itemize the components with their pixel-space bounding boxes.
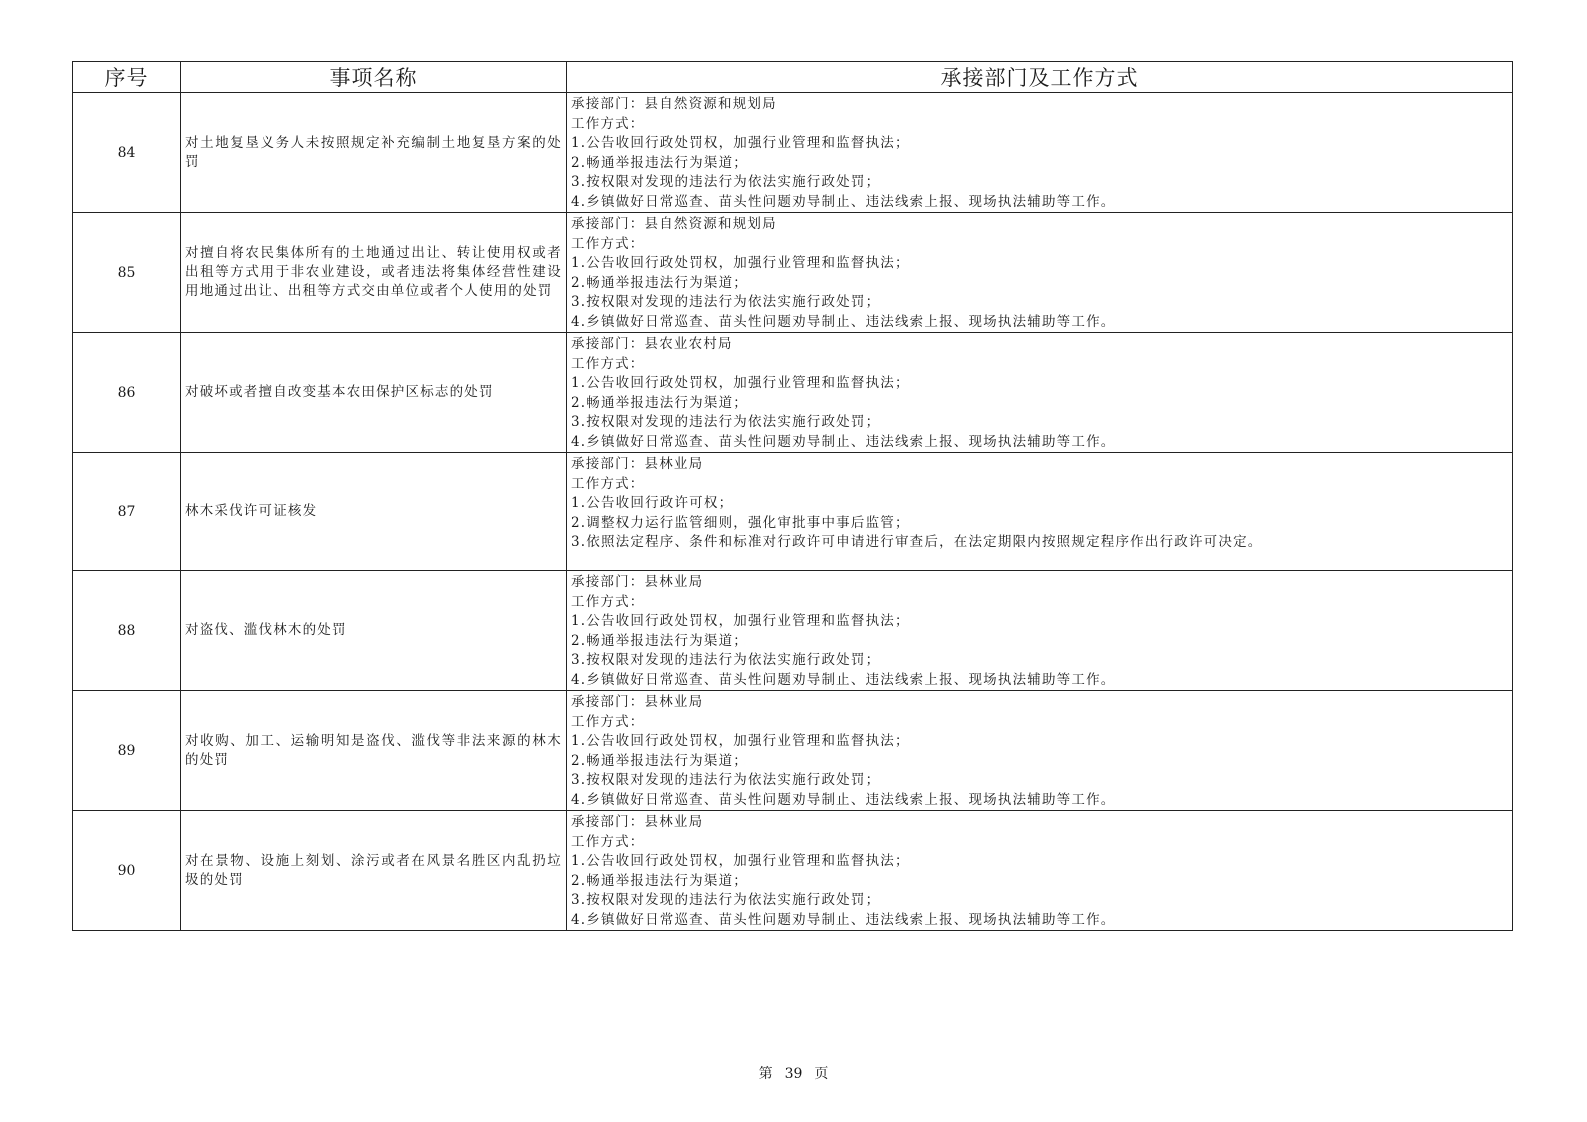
table-row [73, 453, 1513, 571]
table-row [73, 571, 1513, 691]
dept-method-line: 承接部门：县林业局 [571, 456, 704, 472]
dept-method-line: 1.公告收回行政处罚权，加强行业管理和监督执法； [571, 375, 910, 391]
table-row [73, 213, 1513, 333]
dept-method-line: 3.依照法定程序、条件和标准对行政许可申请进行审查后，在法定期限内按照规定程序作出行政许可决定。 [571, 534, 1263, 550]
dept-method-line: 2.畅通举报违法行为渠道； [571, 872, 748, 889]
dept-method-line: 3.按权限对发现的违法行为依法实施行政处罚； [571, 414, 881, 430]
table-row [73, 691, 1513, 811]
dept-method-line: 2.畅通举报违法行为渠道； [571, 394, 748, 411]
dept-method-line: 工作方式： [571, 713, 645, 730]
row-dept-method [567, 691, 1513, 811]
row-seq: 88 [73, 571, 181, 691]
dept-method-line: 1.公告收回行政处罚权，加强行业管理和监督执法； [571, 733, 910, 749]
dept-method-line: 1.公告收回行政处罚权，加强行业管理和监督执法； [571, 613, 910, 629]
dept-method-line: 1.公告收回行政处罚权，加强行业管理和监督执法； [571, 255, 910, 271]
dept-method-line: 1.公告收回行政许可权； [571, 495, 734, 511]
row-dept-method [567, 213, 1513, 333]
row-dept-method [567, 93, 1513, 213]
dept-method-line: 承接部门：县林业局 [571, 814, 704, 830]
header-seq: 序号 [73, 62, 181, 93]
dept-method-line: 4.乡镇做好日常巡查、苗头性问题劝导制止、违法线索上报、现场执法辅助等工作。 [571, 671, 1116, 688]
dept-method-line: 工作方式： [571, 475, 645, 492]
dept-method-line: 工作方式： [571, 593, 645, 610]
dept-method-line: 1.公告收回行政处罚权，加强行业管理和监督执法； [571, 853, 910, 869]
row-seq: 84 [73, 93, 181, 213]
header-dept: 承接部门及工作方式 [567, 62, 1513, 93]
dept-method-line: 承接部门：县林业局 [571, 574, 704, 590]
table-row [73, 93, 1513, 213]
row-seq: 87 [73, 453, 181, 571]
dept-method-line: 2.畅通举报违法行为渠道； [571, 274, 748, 291]
row-matter-name: 对收购、加工、运输明知是盗伐、滥伐等非法来源的林木的处罚 [181, 691, 567, 811]
dept-method-line: 承接部门：县自然资源和规划局 [571, 216, 777, 232]
footer-suffix: 页 [814, 1066, 829, 1082]
dept-method-line: 工作方式： [571, 355, 645, 372]
row-matter-name: 对土地复垦义务人未按照规定补充编制土地复垦方案的处罚 [181, 93, 567, 213]
dept-method-line: 2.畅通举报违法行为渠道； [571, 154, 748, 171]
dept-method-line: 承接部门：县林业局 [571, 694, 704, 710]
row-matter-name: 对盗伐、滥伐林木的处罚 [181, 571, 567, 691]
row-seq: 90 [73, 811, 181, 931]
row-dept-method [567, 453, 1513, 571]
dept-method-line: 2.畅通举报违法行为渠道； [571, 632, 748, 649]
row-matter-name: 对擅自将农民集体所有的土地通过出让、转让使用权或者出租等方式用于非农业建设，或者违法将集体经营性建设用地通过出让、出租等方式交由单位或者个人使用的处罚 [181, 213, 567, 333]
dept-method-line: 承接部门：县自然资源和规划局 [571, 96, 777, 112]
dept-method-line: 3.按权限对发现的违法行为依法实施行政处罚； [571, 652, 881, 668]
row-dept-method [567, 571, 1513, 691]
dept-method-line: 4.乡镇做好日常巡查、苗头性问题劝导制止、违法线索上报、现场执法辅助等工作。 [571, 433, 1116, 450]
dept-method-line: 工作方式： [571, 235, 645, 252]
matters-table [72, 61, 1513, 931]
header-name: 事项名称 [181, 62, 567, 93]
page-number: 39 [784, 1066, 803, 1082]
row-dept-method [567, 333, 1513, 453]
dept-method-line: 工作方式： [571, 833, 645, 850]
row-seq: 89 [73, 691, 181, 811]
footer-prefix: 第 [758, 1066, 773, 1082]
dept-method-line: 2.调整权力运行监管细则，强化审批事中事后监管； [571, 514, 910, 531]
dept-method-line: 承接部门：县农业农村局 [571, 336, 733, 352]
row-matter-name: 林木采伐许可证核发 [181, 453, 567, 571]
table-header-row [73, 62, 1513, 93]
dept-method-line: 4.乡镇做好日常巡查、苗头性问题劝导制止、违法线索上报、现场执法辅助等工作。 [571, 791, 1116, 808]
dept-method-line: 3.按权限对发现的违法行为依法实施行政处罚； [571, 174, 881, 190]
row-seq: 85 [73, 213, 181, 333]
row-dept-method [567, 811, 1513, 931]
dept-method-line: 1.公告收回行政处罚权，加强行业管理和监督执法； [571, 135, 910, 151]
dept-method-line: 4.乡镇做好日常巡查、苗头性问题劝导制止、违法线索上报、现场执法辅助等工作。 [571, 193, 1116, 210]
dept-method-line: 工作方式： [571, 115, 645, 132]
dept-method-line: 3.按权限对发现的违法行为依法实施行政处罚； [571, 294, 881, 310]
dept-method-line: 4.乡镇做好日常巡查、苗头性问题劝导制止、违法线索上报、现场执法辅助等工作。 [571, 911, 1116, 928]
row-seq: 86 [73, 333, 181, 453]
table-row [73, 811, 1513, 931]
dept-method-line: 4.乡镇做好日常巡查、苗头性问题劝导制止、违法线索上报、现场执法辅助等工作。 [571, 313, 1116, 330]
dept-method-line: 3.按权限对发现的违法行为依法实施行政处罚； [571, 772, 881, 788]
page-footer [0, 1063, 1587, 1083]
row-matter-name: 对破坏或者擅自改变基本农田保护区标志的处罚 [181, 333, 567, 453]
dept-method-line: 2.畅通举报违法行为渠道； [571, 752, 748, 769]
dept-method-line: 3.按权限对发现的违法行为依法实施行政处罚； [571, 892, 881, 908]
row-matter-name: 对在景物、设施上刻划、涂污或者在风景名胜区内乱扔垃圾的处罚 [181, 811, 567, 931]
table-row [73, 333, 1513, 453]
